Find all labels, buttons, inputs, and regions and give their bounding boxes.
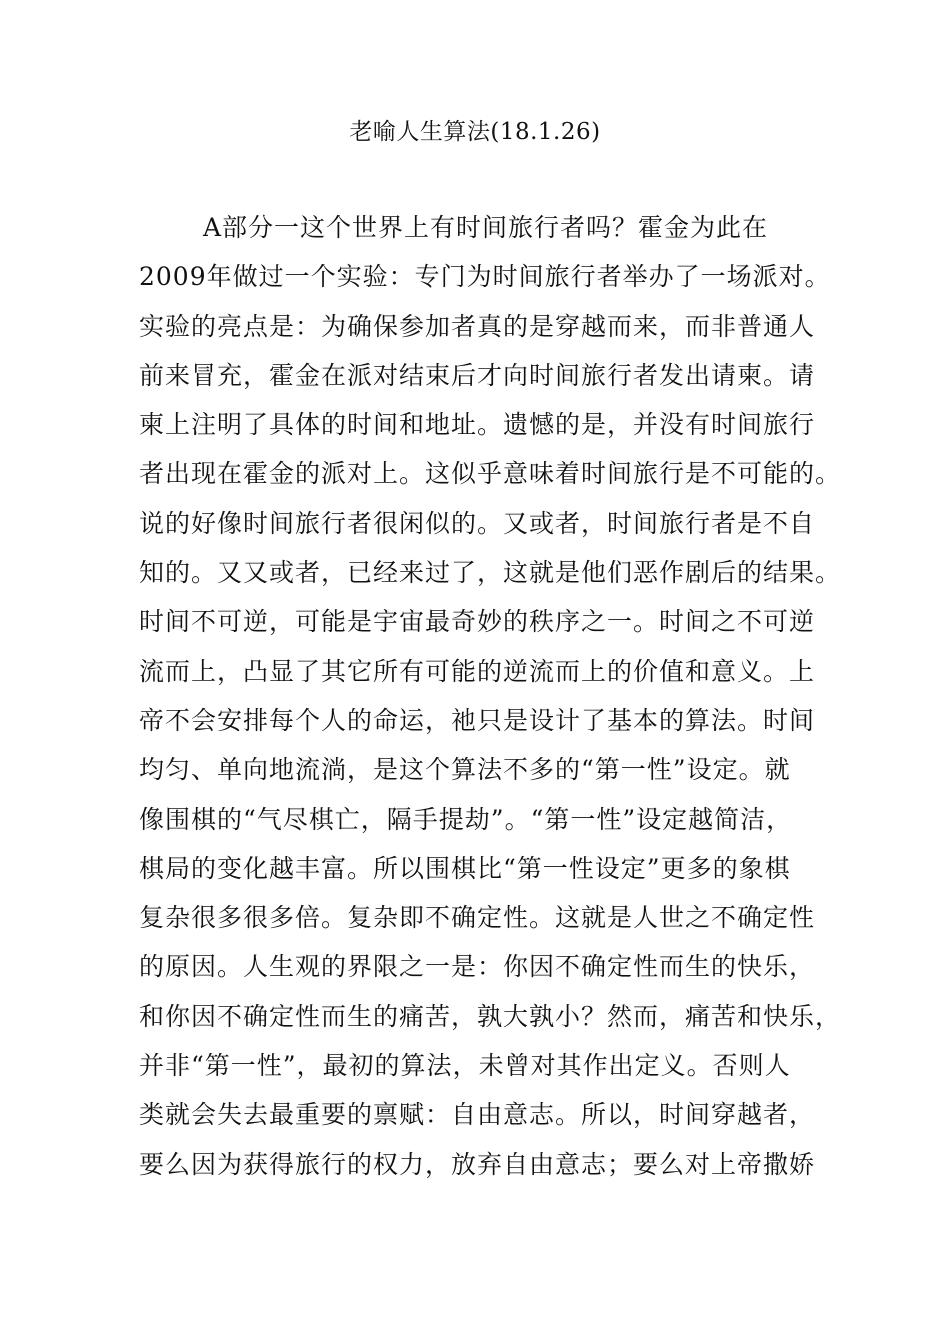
document-body — [139, 203, 842, 1189]
body-line: 棋局的变化越丰富。所以围棋比“第一性设定”更多的象棋 — [139, 853, 791, 883]
body-line: 复杂很多很多倍。复杂即不确定性。这就是人世之不确定性 — [139, 903, 816, 933]
body-line: 实验的亮点是：为确保参加者真的是穿越而来，而非普通人 — [139, 311, 816, 341]
body-line: 帝不会安排每个人的命运，祂只是设计了基本的算法。时间 — [139, 705, 816, 735]
body-line: 均匀、单向地流淌，是这个算法不多的“第一性”设定。就 — [139, 755, 791, 785]
body-line: 像围棋的“气尽棋亡，隔手提劫”。“第一性”设定越简洁， — [139, 804, 793, 834]
body-line: 说的好像时间旅行者很闲似的。又或者，时间旅行者是不自 — [139, 508, 816, 538]
body-line: 知的。又又或者，已经来过了，这就是他们恶作剧后的结果。 — [139, 558, 842, 588]
body-line: 柬上注明了具体的时间和地址。遗憾的是，并没有时间旅行 — [139, 410, 816, 440]
body-line: 2009年做过一个实验：专门为时间旅行者举办了一场派对。 — [139, 262, 831, 292]
body-line: 时间不可逆，可能是宇宙最奇妙的秩序之一。时间之不可逆 — [139, 607, 816, 637]
body-line: 流而上，凸显了其它所有可能的逆流而上的价值和意义。上 — [139, 656, 816, 686]
document-title: 老喻人生算法(18.1.26) — [349, 119, 601, 145]
body-line: 前来冒充，霍金在派对结束后才向时间旅行者发出请柬。请 — [139, 360, 816, 390]
body-line: 类就会失去最重要的禀赋：自由意志。所以，时间穿越者， — [139, 1100, 816, 1130]
body-line: 的原因。人生观的界限之一是：你因不确定性而生的快乐， — [139, 952, 816, 982]
body-line: 并非“第一性”，最初的算法，未曾对其作出定义。否则人 — [139, 1051, 791, 1081]
body-line: 者出现在霍金的派对上。这似乎意味着时间旅行是不可能的。 — [139, 459, 842, 489]
body-line: A部分一这个世界上有时间旅行者吗？霍金为此在 — [203, 213, 769, 242]
body-line: 和你因不确定性而生的痛苦，孰大孰小？然而，痛苦和快乐， — [139, 1001, 842, 1031]
body-line: 要么因为获得旅行的权力，放弃自由意志；要么对上帝撒娇 — [139, 1149, 816, 1179]
